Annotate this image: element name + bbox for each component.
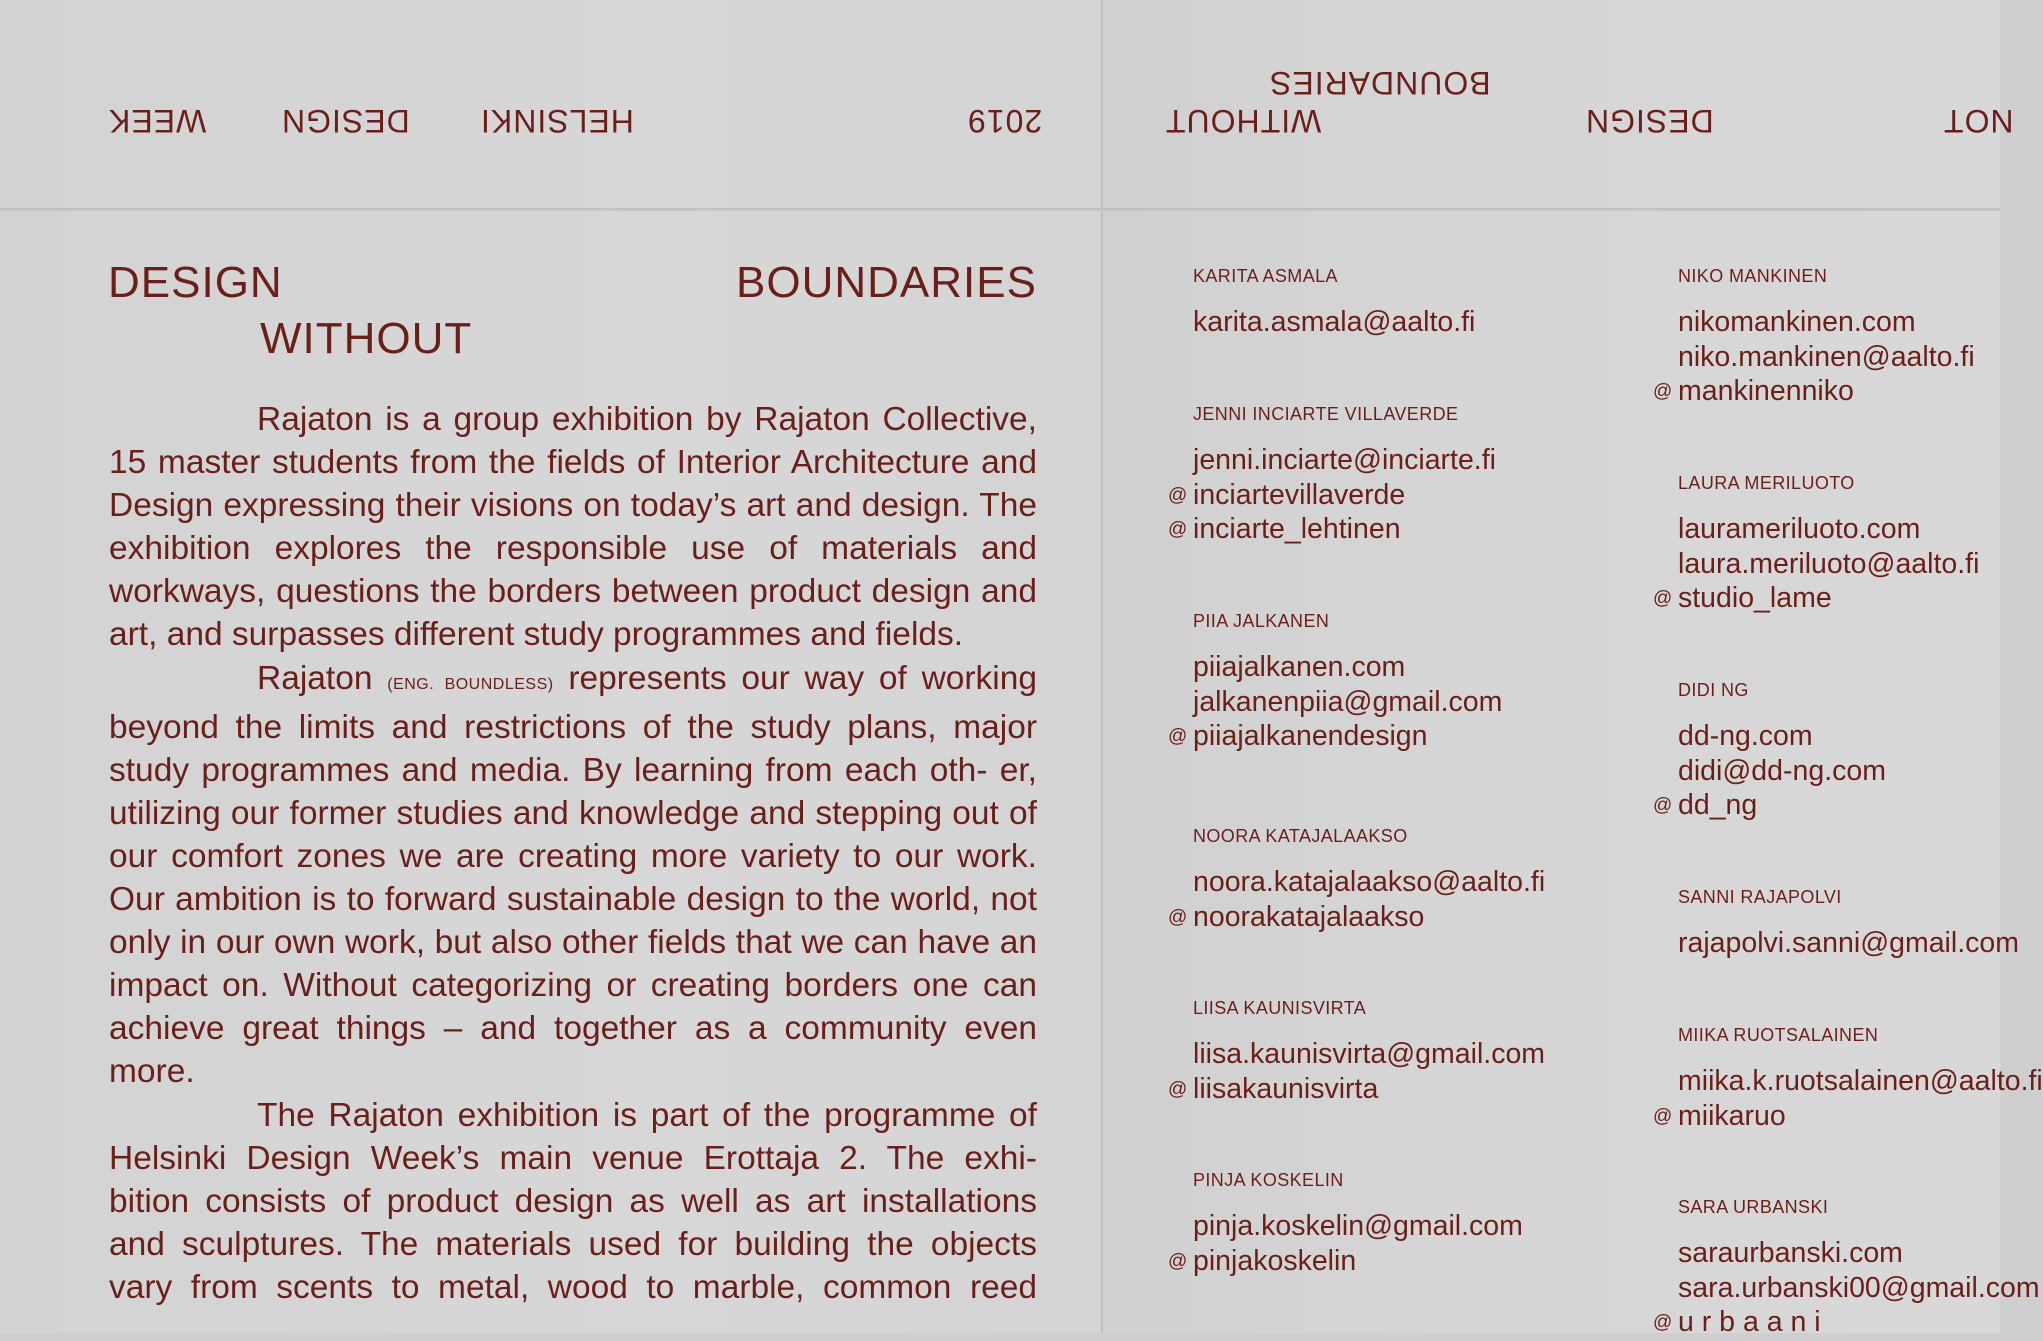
contact-line-text: didi@dd-ng.com — [1678, 754, 1886, 787]
contact-link[interactable] — [1678, 719, 1886, 754]
header-word-design-right: DESIGN — [1585, 103, 1714, 139]
header-word-without: WITHOUT — [1165, 103, 1322, 139]
contact-name: KARITA ASMALA — [1193, 266, 1338, 286]
contact-line-text: sara.urbanski00@gmail.com — [1678, 1271, 2040, 1304]
contact-line-text: piiajalkanendesign — [1193, 720, 1428, 752]
contact-handle[interactable] — [1653, 1305, 2040, 1340]
contact-line-text: pinja.koskelin@gmail.com — [1193, 1210, 1523, 1242]
translation-note: (ENG. BOUNDLESS) — [387, 675, 554, 693]
horizontal-fold — [0, 208, 2000, 211]
contact-handle[interactable] — [1168, 512, 1496, 547]
contact-line-text: karita.asmala@aalto.fi — [1193, 306, 1476, 338]
contact-name: NIKO MANKINEN — [1678, 266, 1828, 286]
contact-link[interactable] — [1678, 926, 2019, 961]
contact-link[interactable] — [1678, 754, 1886, 789]
contact-name: JENNI INCIARTE VILLAVERDE — [1193, 404, 1459, 424]
contact-entry — [1193, 266, 1475, 340]
contact-line-text: jenni.inciarte@inciarte.fi — [1193, 444, 1496, 476]
contact-name: SARA URBANSKI — [1678, 1197, 1829, 1217]
contact-line-text: piiajalkanen.com — [1193, 651, 1406, 683]
contact-link[interactable] — [1193, 305, 1475, 340]
contact-entry — [1168, 826, 1546, 934]
contact-entry — [1653, 1197, 2040, 1340]
contact-link[interactable] — [1678, 1064, 2043, 1099]
at-icon: @ — [1168, 1078, 1188, 1100]
header-word-helsinki: HELSINKI — [480, 103, 634, 139]
contact-name: MIIKA RUOTSALAINEN — [1678, 1025, 1879, 1045]
contact-entry — [1653, 680, 1886, 823]
contact-name: DIDI NG — [1678, 680, 1749, 700]
at-icon: @ — [1653, 381, 1673, 402]
contact-handle[interactable] — [1653, 1099, 2043, 1134]
contact-line-text: noora.katajalaakso@aalto.fi — [1193, 866, 1546, 898]
contact-line-text: studio_lame — [1678, 582, 1832, 614]
contact-name: PINJA KOSKELIN — [1193, 1170, 1344, 1190]
header-word-year: 2019 — [967, 103, 1043, 139]
contact-entry — [1653, 473, 1980, 616]
body-text — [109, 398, 1037, 1309]
contact-entry — [1653, 266, 1975, 409]
contact-link[interactable] — [1193, 1037, 1545, 1072]
contact-link[interactable] — [1678, 340, 1975, 375]
contact-link[interactable] — [1678, 305, 1975, 340]
contact-line-text: niko.mankinen@aalto.fi — [1678, 340, 1975, 373]
body-paragraph-2-rest: represents our way of working beyond the limits and restrictions of the study plans, major study programmes and media. By learning from each oth- er, utilizing our former studies and knowledge and stepping out of our comfort zones we are creating more variety to our work. Our ambition is to forward sustainable design to the world, not only in our own work, but also other fields that we can have an impact on. Without categorizing or creating borders one can achieve great things – and together as a community even more. — [109, 659, 1038, 1091]
contact-line-text: laurameriluoto.com — [1678, 513, 1921, 545]
contact-entry — [1678, 887, 2019, 961]
contact-link[interactable] — [1193, 685, 1502, 720]
body-paragraph-2-start: Rajaton — [257, 659, 373, 697]
at-icon: @ — [1653, 588, 1673, 609]
title-design: DESIGN — [108, 258, 283, 307]
contact-name: SANNI RAJAPOLVI — [1678, 887, 1842, 907]
contact-handle[interactable] — [1653, 788, 1886, 823]
contact-handle[interactable] — [1168, 1072, 1545, 1107]
contact-handle[interactable] — [1168, 900, 1545, 935]
at-icon: @ — [1168, 1250, 1188, 1272]
header-word-week: WEEK — [108, 103, 207, 139]
contact-entry — [1168, 998, 1546, 1106]
at-icon: @ — [1168, 726, 1188, 747]
header-word-boundaries: BOUNDARIES — [1269, 65, 1491, 101]
contact-entry — [1653, 1025, 2043, 1133]
contact-name: NOORA KATAJALAAKSO — [1193, 826, 1408, 846]
body-paragraph-2 — [109, 657, 1037, 1094]
contact-line-text: inciartevillaverde — [1193, 478, 1406, 511]
contact-line-text: pinjakoskelin — [1193, 1244, 1357, 1277]
contact-handle[interactable] — [1168, 478, 1496, 513]
at-icon: @ — [1653, 1312, 1673, 1333]
header-word-partial: NOT — [1943, 103, 2014, 139]
contact-line-text: laura.meriluoto@aalto.fi — [1678, 547, 1980, 580]
contact-line-text: noorakatajalaakso — [1193, 900, 1425, 933]
contact-line-text: liisakaunisvirta — [1193, 1072, 1379, 1105]
header-word-design: DESIGN — [281, 103, 410, 139]
contact-link[interactable] — [1678, 512, 1979, 547]
contact-name: LAURA MERILUOTO — [1678, 473, 1855, 493]
contact-link[interactable] — [1678, 547, 1979, 582]
contact-link[interactable] — [1678, 1271, 2040, 1306]
contact-line-text: jalkanenpiia@gmail.com — [1193, 685, 1503, 718]
contact-line-text: u r b a a n i — [1678, 1306, 1821, 1338]
contact-line-text: mankinenniko — [1678, 375, 1854, 407]
body-paragraph-3: The Rajaton exhibition is part of the programme of Helsinki Design Week’s main venue Erottaja 2. The exhi- bition consists of product design as well as art installations and sculptures. The materials used for building the objects vary from scents to metal, wood to marble, common reed — [109, 1096, 1037, 1306]
contact-entry — [1168, 404, 1496, 547]
contact-line-text: dd-ng.com — [1678, 720, 1813, 752]
contact-line-text: inciarte_lehtinen — [1193, 513, 1401, 545]
contact-entry — [1168, 1170, 1523, 1278]
contact-line-text: miika.k.ruotsalainen@aalto.fi — [1678, 1065, 2043, 1097]
contact-link[interactable] — [1678, 1236, 2040, 1271]
at-icon: @ — [1168, 519, 1188, 540]
contact-line-text: miikaruo — [1678, 1099, 1786, 1132]
contact-link[interactable] — [1193, 1209, 1523, 1244]
contact-line-text: nikomankinen.com — [1678, 306, 1916, 338]
contact-line-text: saraurbanski.com — [1678, 1237, 1903, 1269]
contact-handle[interactable] — [1653, 374, 1975, 409]
at-icon: @ — [1168, 484, 1188, 506]
contact-handle[interactable] — [1653, 581, 1979, 616]
at-icon: @ — [1168, 906, 1188, 928]
contact-line-text: liisa.kaunisvirta@gmail.com — [1193, 1038, 1546, 1070]
contact-handle[interactable] — [1168, 1244, 1523, 1279]
at-icon: @ — [1653, 795, 1673, 816]
right-page — [1103, 0, 2043, 1338]
at-icon: @ — [1653, 1105, 1673, 1127]
contact-link[interactable] — [1193, 443, 1496, 478]
contact-entry — [1168, 611, 1503, 754]
contact-handle[interactable] — [1168, 719, 1502, 754]
contact-link[interactable] — [1193, 650, 1502, 685]
body-paragraph-1: Rajaton is a group exhibition by Rajaton Collective, 15 master students from the fields of Interior Architecture and Design expressing their visions on today’s art and design. The exhibition explores the responsible use of materials and workways, questions the borders between product design and art, and surpasses different study programmes and fields. — [109, 401, 1037, 654]
contact-name: LIISA KAUNISVIRTA — [1193, 998, 1367, 1018]
contact-line-text: dd_ng — [1678, 789, 1758, 821]
contact-link[interactable] — [1193, 865, 1545, 900]
contact-name: PIIA JALKANEN — [1193, 611, 1330, 631]
contact-line-text: rajapolvi.sanni@gmail.com — [1678, 927, 2019, 959]
title-boundaries: BOUNDARIES — [736, 258, 1037, 307]
title-without: WITHOUT — [260, 314, 473, 363]
